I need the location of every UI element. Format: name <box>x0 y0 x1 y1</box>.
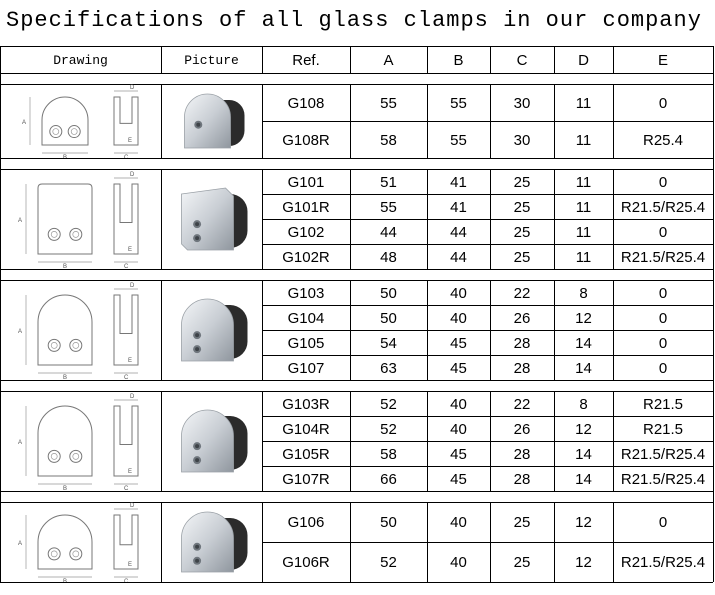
clamp-photo <box>161 391 262 491</box>
clamp-drawing <box>0 391 161 491</box>
column-divider <box>713 380 714 391</box>
column-divider <box>554 169 555 269</box>
cell-d: 12 <box>575 554 592 571</box>
column-divider <box>427 169 428 269</box>
cell-b: 41 <box>450 198 467 216</box>
cell-a: 58 <box>380 445 397 463</box>
svg-text:B: B <box>63 155 68 158</box>
cell-c: 25 <box>513 223 531 241</box>
svg-text:C: C <box>124 264 129 269</box>
cell-e: R21.5/R25.4 <box>620 554 706 571</box>
cell-a: 66 <box>380 470 397 488</box>
cell-c: 25 <box>513 198 531 216</box>
cell-c: 25 <box>513 514 531 531</box>
column-divider <box>350 169 351 269</box>
column-header-ref: Ref. <box>292 51 320 69</box>
group-separator <box>0 381 713 391</box>
cell-d: 8 <box>579 284 588 302</box>
cell-d: 11 <box>575 173 592 191</box>
svg-text:B: B <box>63 264 68 269</box>
cell-ref: G104 <box>287 309 325 327</box>
column-divider <box>350 502 351 582</box>
cell-d: 11 <box>575 248 592 266</box>
cell-e: R21.5/R25.4 <box>620 445 706 463</box>
cell-ref: G105 <box>287 334 325 352</box>
column-divider <box>554 84 555 158</box>
cell-ref: G108 <box>287 94 325 112</box>
column-divider <box>427 46 428 73</box>
column-header-c: C <box>516 51 528 69</box>
column-divider <box>0 391 1 491</box>
column-divider <box>490 46 491 73</box>
cell-e: R21.5 <box>642 395 684 413</box>
cell-e: R21.5/R25.4 <box>620 198 706 216</box>
column-divider <box>490 280 491 380</box>
column-divider <box>427 280 428 380</box>
cell-e: 0 <box>658 359 668 377</box>
cell-b: 40 <box>450 420 467 438</box>
svg-text:C: C <box>124 155 129 158</box>
column-divider <box>427 391 428 491</box>
column-divider <box>262 46 263 73</box>
cell-e: 0 <box>658 334 668 352</box>
cell-c: 22 <box>513 395 531 413</box>
group-separator <box>0 159 713 169</box>
cell-b: 55 <box>450 94 467 112</box>
cell-d: 14 <box>575 334 592 352</box>
cell-c: 28 <box>513 359 531 377</box>
column-header-drawing: Drawing <box>53 52 108 68</box>
svg-text:A: A <box>18 218 23 224</box>
column-divider <box>613 391 614 491</box>
svg-text:A: A <box>18 440 23 446</box>
cell-d: 11 <box>575 94 592 112</box>
column-divider <box>427 502 428 582</box>
cell-b: 45 <box>450 334 467 352</box>
column-divider <box>262 169 263 269</box>
cell-ref: G105R <box>282 445 330 463</box>
column-divider <box>0 46 1 73</box>
column-divider <box>713 391 714 491</box>
cell-e: R21.5/R25.4 <box>620 248 706 266</box>
column-divider <box>350 391 351 491</box>
column-divider <box>713 73 714 84</box>
cell-d: 14 <box>575 470 592 488</box>
cell-a: 55 <box>380 94 397 112</box>
cell-e: 0 <box>658 173 668 191</box>
cell-e: 0 <box>658 309 668 327</box>
column-divider <box>613 280 614 380</box>
svg-text:D: D <box>130 503 135 509</box>
svg-text:E: E <box>128 138 133 144</box>
cell-a: 52 <box>380 420 397 438</box>
svg-text:A: A <box>18 329 23 335</box>
cell-a: 48 <box>380 248 397 266</box>
column-divider <box>613 169 614 269</box>
cell-ref: G103R <box>282 395 330 413</box>
cell-b: 45 <box>450 359 467 377</box>
cell-c: 25 <box>513 554 531 571</box>
column-divider <box>161 391 162 491</box>
cell-a: 54 <box>380 334 397 352</box>
cell-b: 40 <box>450 284 467 302</box>
column-divider <box>0 269 1 280</box>
column-divider <box>554 502 555 582</box>
cell-e: 0 <box>658 94 668 112</box>
cell-a: 52 <box>380 395 397 413</box>
column-divider <box>350 84 351 158</box>
row-divider <box>0 582 713 583</box>
svg-text:A: A <box>18 541 23 547</box>
column-divider <box>161 84 162 158</box>
column-divider <box>262 502 263 582</box>
cell-d: 11 <box>575 198 592 216</box>
column-divider <box>713 84 714 158</box>
cell-a: 50 <box>380 284 397 302</box>
cell-c: 26 <box>513 420 531 438</box>
column-divider <box>161 502 162 582</box>
column-divider <box>490 391 491 491</box>
clamp-drawing <box>0 280 161 380</box>
cell-d: 12 <box>575 420 592 438</box>
svg-text:B: B <box>63 375 68 380</box>
column-divider <box>161 169 162 269</box>
cell-ref: G107R <box>282 470 330 488</box>
cell-c: 25 <box>513 248 531 266</box>
column-divider <box>0 158 1 169</box>
column-divider <box>613 46 614 73</box>
column-divider <box>554 391 555 491</box>
column-divider <box>0 84 1 158</box>
cell-c: 22 <box>513 284 531 302</box>
column-header-b: B <box>453 51 464 69</box>
cell-c: 25 <box>513 173 531 191</box>
column-divider <box>0 380 1 391</box>
cell-a: 55 <box>380 198 397 216</box>
svg-text:E: E <box>128 358 133 364</box>
cell-e: 0 <box>658 514 668 531</box>
cell-e: 0 <box>658 284 668 302</box>
svg-text:D: D <box>130 172 135 178</box>
cell-b: 45 <box>450 470 467 488</box>
svg-text:A: A <box>22 120 27 126</box>
svg-text:D: D <box>130 283 135 289</box>
column-divider <box>262 391 263 491</box>
cell-d: 8 <box>579 395 588 413</box>
column-divider <box>554 280 555 380</box>
cell-a: 50 <box>380 514 397 531</box>
cell-a: 44 <box>380 223 397 241</box>
column-divider <box>350 280 351 380</box>
column-divider <box>713 491 714 502</box>
cell-a: 50 <box>380 309 397 327</box>
page-title: Specifications of all glass clamps in our company <box>6 8 702 33</box>
clamp-photo <box>161 169 262 269</box>
column-divider <box>0 491 1 502</box>
column-header-d: D <box>578 51 589 69</box>
cell-b: 40 <box>450 309 467 327</box>
column-divider <box>713 169 714 269</box>
column-divider <box>554 46 555 73</box>
clamp-drawing <box>0 502 161 582</box>
cell-c: 26 <box>513 309 531 327</box>
clamp-photo <box>161 84 262 158</box>
svg-text:C: C <box>124 375 129 380</box>
group-separator <box>0 270 713 280</box>
column-divider <box>0 280 1 380</box>
column-divider <box>490 502 491 582</box>
column-divider <box>0 502 1 582</box>
svg-text:E: E <box>128 469 133 475</box>
cell-ref: G106R <box>282 554 330 571</box>
cell-b: 40 <box>450 554 467 571</box>
column-divider <box>713 280 714 380</box>
svg-text:B: B <box>63 486 68 491</box>
cell-a: 58 <box>380 131 397 149</box>
cell-ref: G106 <box>287 514 325 531</box>
column-divider <box>490 169 491 269</box>
cell-c: 28 <box>513 334 531 352</box>
cell-ref: G108R <box>282 131 330 149</box>
cell-ref: G102 <box>287 223 325 241</box>
column-divider <box>0 73 1 84</box>
cell-ref: G101 <box>287 173 325 191</box>
cell-d: 11 <box>575 131 592 149</box>
cell-ref: G103 <box>287 284 325 302</box>
cell-a: 52 <box>380 554 397 571</box>
cell-b: 45 <box>450 445 467 463</box>
cell-b: 40 <box>450 514 467 531</box>
svg-text:C: C <box>124 486 129 491</box>
column-divider <box>713 502 714 582</box>
cell-d: 14 <box>575 445 592 463</box>
clamp-drawing <box>0 169 161 269</box>
cell-d: 11 <box>575 223 592 241</box>
column-divider <box>613 502 614 582</box>
svg-text:D: D <box>130 394 135 400</box>
cell-c: 30 <box>513 94 531 112</box>
column-header-a: A <box>383 51 394 69</box>
cell-d: 12 <box>575 514 592 531</box>
cell-b: 44 <box>450 223 467 241</box>
cell-ref: G102R <box>282 248 330 266</box>
cell-d: 14 <box>575 359 592 377</box>
cell-d: 12 <box>575 309 592 327</box>
column-divider <box>262 84 263 158</box>
column-divider <box>427 84 428 158</box>
svg-text:E: E <box>128 562 133 568</box>
clamp-drawing <box>0 84 161 158</box>
cell-ref: G107 <box>287 359 325 377</box>
svg-text:C: C <box>124 579 129 582</box>
column-divider <box>0 169 1 269</box>
cell-ref: G104R <box>282 420 330 438</box>
cell-b: 40 <box>450 395 467 413</box>
cell-b: 44 <box>450 248 467 266</box>
column-divider <box>713 269 714 280</box>
column-divider <box>713 158 714 169</box>
cell-e: R21.5 <box>642 420 684 438</box>
cell-a: 63 <box>380 359 397 377</box>
cell-c: 28 <box>513 470 531 488</box>
clamp-photo <box>161 280 262 380</box>
column-divider <box>161 280 162 380</box>
column-header-picture: Picture <box>184 52 239 68</box>
group-separator <box>0 492 713 502</box>
cell-b: 55 <box>450 131 467 149</box>
column-header-e: E <box>657 51 668 69</box>
cell-a: 51 <box>380 173 397 191</box>
column-divider <box>262 280 263 380</box>
cell-c: 28 <box>513 445 531 463</box>
svg-text:E: E <box>128 247 133 253</box>
column-divider <box>713 46 714 73</box>
group-separator <box>0 74 713 84</box>
cell-ref: G101R <box>282 198 330 216</box>
svg-text:D: D <box>130 85 135 91</box>
clamp-photo <box>161 502 262 582</box>
column-divider <box>161 46 162 73</box>
column-divider <box>350 46 351 73</box>
cell-e: R25.4 <box>642 131 684 149</box>
cell-b: 41 <box>450 173 467 191</box>
column-divider <box>613 84 614 158</box>
cell-c: 30 <box>513 131 531 149</box>
svg-text:B: B <box>63 579 68 582</box>
cell-e: R21.5/R25.4 <box>620 470 706 488</box>
column-divider <box>490 84 491 158</box>
cell-e: 0 <box>658 223 668 241</box>
